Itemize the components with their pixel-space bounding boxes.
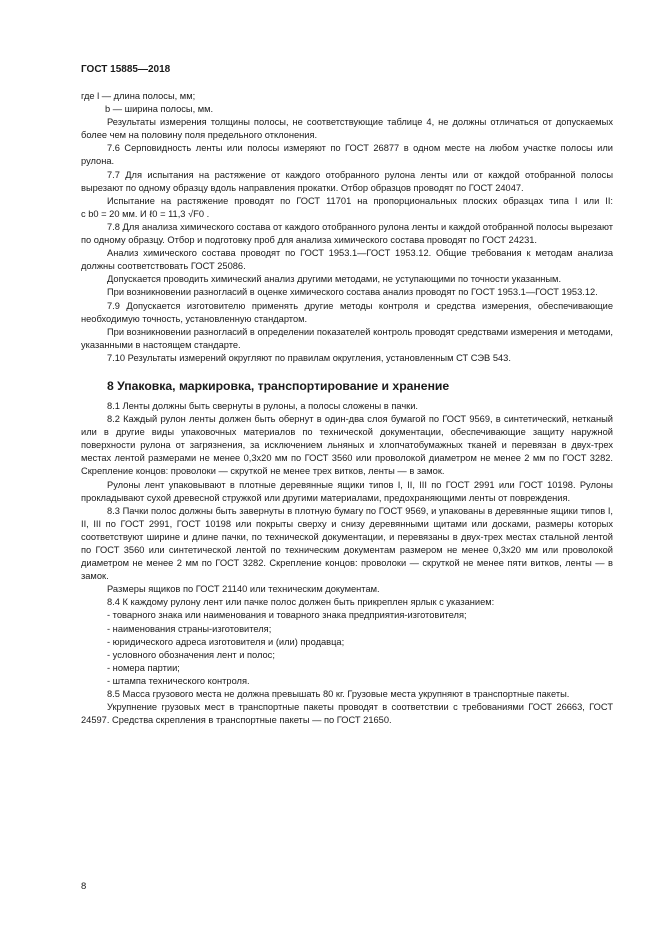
label-item: - товарного знака или наименования и товарного знака предприятия-изготовителя; [107, 610, 467, 621]
section-8-heading: 8 Упаковка, маркировка, транспортирование и хранение [107, 378, 450, 393]
paragraph-8-1: 8.1 Ленты должны быть свернуты в рулоны, а полосы сложены в пачки. [107, 400, 419, 411]
paragraph-7-9-disputes: При возникновении разногласий в определении показателей контроль проводят средствами измерения и методами, указанными в настоящем стандарте. [81, 326, 613, 350]
paragraph-8-2: 8.2 Каждый рулон ленты должен быть обернут в один-два слоя бумагой по ГОСТ 9569, в синтетический, нетканый или в другие виды упаковочных материалов по технической документации, обеспечивающие защиту наружной поверхности рулона от загрязнения, за исключением льняных и хлопчатобумажных тканей и перевязан в двух-трех местах лентой размерами не менее 0,3х20 мм по ГОСТ 3560 или проволокой диаметром не менее 2 мм по ГОСТ 3282. Скрепление концов: проволоки — скруткой не менее трех витков, ленты — в замок. [81, 414, 613, 477]
where-b: b — ширина полосы, мм. [105, 104, 214, 115]
paragraph-7-7: 7.7 Для испытания на растяжение от каждого отобранного рулона ленты или от каждой отобранной полосы вырезают по одному образцу вдоль направления прокатки. Отбор образцов проводят по ГОСТ 24047. [81, 169, 613, 193]
paragraph-8-3: 8.3 Пачки полос должны быть завернуты в плотную бумагу по ГОСТ 9569, и упакованы в деревянные ящики типов I, II, III по ГОСТ 2991, ГОСТ 10198 или покрыты сверху и снизу деревянными щитами или досками, размеры которых соответствуют ширине и длине пачки, по технической документации, и перевязаны в двух-трех местах стальной лентой по ГОСТ 3560 или синтетической лентой по техническим документам размером не менее 0,3х20 мм или проволокой диаметром не менее 2 мм по ГОСТ 3282. Скрепление концов: проволоки — скруткой не менее пяти витков, ленты — в замок. [81, 505, 613, 582]
label-item: - юридического адреса изготовителя и (или) продавца; [107, 636, 345, 647]
paragraph-8-2-boxes: Рулоны лент упаковывают в плотные деревянные ящики типов I, II, III по ГОСТ 2991 или ГОСТ 10198. Рулоны прокладывают сухой древесной стружкой или другими материалами, предохраняющими ленты от повреждения. [81, 479, 613, 503]
paragraph-8-3-box-sizes: Размеры ящиков по ГОСТ 21140 или техническим документам. [107, 584, 380, 595]
paragraph-7-6: 7.6 Серповидность ленты или полосы измеряют по ГОСТ 26877 в одном месте на любом участке полосы или рулона. [81, 143, 613, 167]
paragraph-7-8-other-methods: Допускается проводить химический анализ другими методами, не уступающими по точности указанным. [107, 274, 562, 285]
page-header: ГОСТ 15885—2018 [81, 64, 171, 75]
paragraph-8-4: 8.4 К каждому рулону лент или пачке полос должен быть прикреплен ярлык с указанием: [107, 597, 495, 608]
paragraph-7-8: 7.8 Для анализа химического состава от каждого отобранного рулона ленты и каждой отобранной полосы вырезают по одному образцу. Отбор и подготовку проб для анализа химического состава проводят по ГОСТ 24231. [81, 221, 613, 246]
label-item: - штампа технического контроля. [107, 675, 250, 686]
paragraph-7-8-analysis: Анализ химического состава проводят по ГОСТ 1953.1—ГОСТ 1953.12. Общие требования к методам анализа должны соответствовать ГОСТ 25086. [81, 248, 613, 272]
paragraph-7-10: 7.10 Результаты измерений округляют по правилам округления, установленным СТ СЭВ 543. [107, 352, 511, 363]
page-number: 8 [81, 881, 87, 892]
paragraph-7-8-disputes: При возникновении разногласий в оценке химического состава анализ проводят по ГОСТ 1953.1—ГОСТ 1953.12. [107, 287, 598, 298]
label-item: - номера партии; [107, 662, 180, 673]
paragraph-7-9: 7.9 Допускается изготовителю применять другие методы контроля и средства измерения, обеспечивающие необходимую точность, установленную стандартом. [81, 300, 613, 324]
label-item: - условного обозначения лент и полос; [107, 649, 275, 660]
tensile-text: Испытание на растяжение проводят по ГОСТ 11701 на пропорциональных плоских образцах типа I или II: [107, 195, 613, 206]
paragraph-8-5-packages: Укрупнение грузовых мест в транспортные пакеты проводят в соответствии с требованиями ГОСТ 26663, ГОСТ 24597. Средства скрепления в транспортные пакеты — по ГОСТ 21650. [81, 702, 613, 726]
label-item: - наименования страны-изготовителя; [107, 623, 272, 634]
sample-formula: с b0 = 20 мм. И ℓ0 = 11,3 √F0 . [81, 208, 210, 219]
document-body [81, 90, 613, 727]
paragraph-7-7-tensile [81, 195, 613, 221]
paragraph-8-5: 8.5 Масса грузового места не должна превышать 80 кг. Грузовые места укрупняют в транспортные пакеты. [107, 689, 570, 700]
paragraph-thickness-results: Результаты измерения толщины полосы, не соответствующие таблице 4, не должны отличаться от допускаемых более чем на половину поля предельного отклонения. [81, 117, 613, 141]
where-l: где l — длина полосы, мм; [81, 91, 196, 101]
